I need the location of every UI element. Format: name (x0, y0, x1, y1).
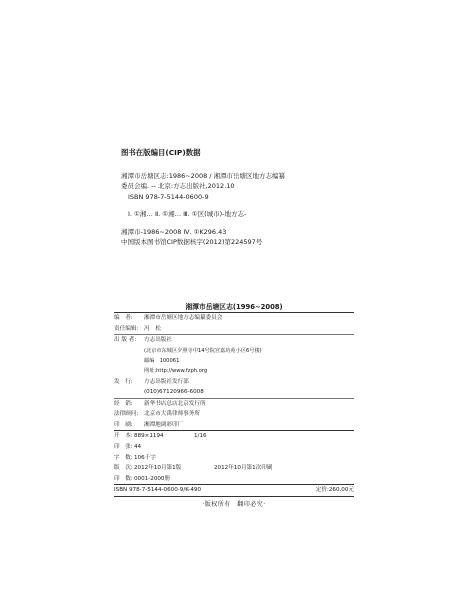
isbn-price-row (114, 485, 354, 495)
responsible-editor-value: 冯 松 (144, 325, 161, 332)
copies-row (114, 474, 354, 485)
publisher-label: 出 版 者: (114, 337, 137, 344)
printer-label: 印 刷: (114, 421, 133, 428)
edition-value: 2012年10月第1版 (134, 465, 182, 472)
issuer-row (114, 377, 354, 388)
cip-title: 图书在版编目(CIP)数据 (121, 148, 201, 157)
format-value-2: 1/16 (194, 433, 207, 440)
publisher-website: 网址:http://www.fzph.org (144, 368, 208, 375)
format-row (114, 431, 354, 442)
distributor-label: 经 销: (114, 400, 133, 407)
publisher-address: (北京市东城区夕照寺中14号院宫嘉坊苑小区6号楼) (144, 347, 262, 354)
cip-data-block (121, 148, 361, 248)
issuer-value: 方志出版社发行部 (144, 378, 189, 385)
format-label: 开 本: (114, 433, 133, 440)
publisher-row (114, 335, 354, 346)
copyright-notice: ·版权所有 翻印必究· (202, 500, 266, 508)
responsible-editor-label: 责任编辑: (114, 325, 139, 332)
sheets-row (114, 442, 354, 453)
publisher-postcode: 邮编 100061 (144, 358, 180, 365)
issuer-label: 发 行: (114, 378, 133, 385)
cip-line-classification: 湘潭市-1986~2008 Ⅳ. ①K296.43 (121, 227, 227, 236)
legal-counsel-row (114, 409, 354, 420)
publisher-value: 方志出版社 (144, 337, 172, 344)
cip-line-title: 湘潭市岳塘区志:1986~2008 / 湘潭市岳塘区地方志编纂 (121, 171, 286, 180)
printer-value: 湘潭地调彩印厂 (144, 421, 184, 428)
printing-value: 2012年10月第1次印刷 (214, 465, 273, 472)
editor-row (114, 313, 354, 324)
words-label: 字 数: (114, 454, 133, 461)
colophon (114, 302, 354, 512)
words-value: 106千字 (134, 454, 156, 461)
edition-label: 版 次: (114, 465, 133, 472)
format-value: 889×1194 (134, 433, 164, 440)
words-row (114, 453, 354, 464)
cip-line-isbn: ISBN 978-7-5144-0600-9 (128, 192, 209, 201)
editor-value: 湘潭市岳塘区地方志编纂委员会 (144, 315, 223, 321)
responsible-editor-row (114, 324, 354, 335)
cip-line-subject: Ⅰ. ①湘… Ⅱ. ①湘… Ⅲ. ①区(城市)-地方志- (128, 210, 247, 218)
sheets-value: 44 (134, 443, 142, 450)
sheets-label: 印 张: (114, 443, 133, 450)
cip-line-publisher: 委员会编. -- 北京:方志出版社,2012.10 (121, 182, 235, 190)
issuer-phone: (010)67120966-6008 (144, 389, 204, 396)
price: 定价:260.00元 (315, 487, 354, 494)
legal-counsel-label: 法律顾问: (114, 411, 139, 418)
isbn-number: ISBN 978-7-5144-0600-9/K-490 (114, 487, 202, 494)
colophon-bottom-rule (114, 496, 354, 497)
edition-row (114, 463, 354, 474)
legal-counsel-value: 北京市大禹律师事务所 (144, 411, 200, 418)
distributor-row (114, 399, 354, 410)
distributor-value: 新华书店总店北京发行所 (144, 400, 206, 407)
colophon-title: 湘潭市岳塘区志(1996~2008) (185, 303, 283, 311)
copies-label: 印 数: (114, 475, 133, 482)
copies-value: 0001-2000册 (134, 475, 171, 482)
editor-label: 编 者: (114, 315, 133, 321)
cip-line-record-number: 中国版本图书馆CIP数据核字(2012)第224597号 (121, 238, 263, 246)
printer-row (114, 420, 354, 431)
